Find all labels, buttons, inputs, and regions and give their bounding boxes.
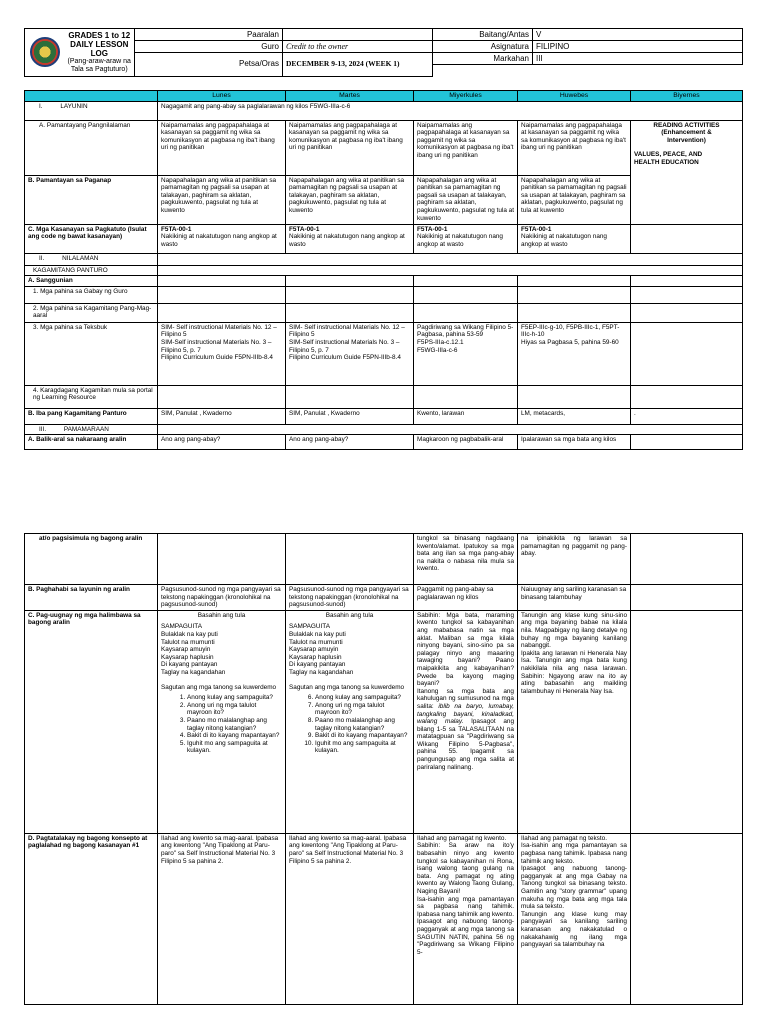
day-martes: Martes [286,91,414,102]
day-header-row [25,91,743,102]
lr-miyerkules [414,385,518,408]
lr-martes [286,385,414,408]
kagamitang-panturo-value [158,265,743,276]
document-page-1 [0,0,768,495]
question-list-lunes: 1. Anong kulay ang sampaguita? 2. Anong uri ng mga talulot mayroon ito? 3. Paano mo malalanghap ang taglay nitong katangian? 4. Bakit di ito kayang mapantayan? 5. Iguhit mo ang sampaguita at kulayan. [161,694,282,755]
poem-sampaguita-2: SAMPAGUITA Bulaklak na kay puti Talulot na mumunti Kaysarap amuyin Kaysarap haplusin Di kayang pantayan Taglay na kagandahan [289,623,354,676]
header-spacer-2 [533,65,743,77]
row-pag-uugnay [25,610,743,833]
title-sub-2: Tala sa Pagtuturo) [70,65,128,73]
gabay-huwebes [518,286,631,303]
kagamitang-mag-aaral-label: 2. Mga pahina sa Kagamitang Pang-Mag-aaral [25,303,158,322]
paaralan-label: Paaralan [135,29,283,41]
row-layunin [25,101,743,120]
gabay-biyernes [631,286,743,303]
row-nilalaman [25,253,743,265]
sanggunian-martes [286,276,414,287]
question-list-martes: 6. Anong kulay ang sampaguita? 7. Anong uri ng mga talulot mayroon ito? 8. Paano mo malalanghap ang taglay nitong katangian? 9. Bakit di ito kayang mapantayan? 10. Iguhit mo ang sampaguita at kulayan. [289,694,410,755]
sagutan-label-2: Sagutan ang mga tanong sa kuwerdemo [289,683,405,691]
gabay-miyerkules [414,286,518,303]
row-paghahabi [25,585,743,611]
km-miyerkules [414,303,518,322]
teksbuk-huwebes: F5EP-IIIc-g-10, F5PB-IIIc-1, F5PT-IIIc-h-10 Hiyas sa Pagbasa 5, pahina 59-60 [518,322,631,385]
pag-uugnay-lunes [158,610,286,833]
kasanayan-label: C. Mga Kasanayan sa Pagkatuto (Isulat ang code ng bawat kasanayan) [25,224,158,253]
row-iba-pang-kagamitan [25,408,743,424]
pag-uugnay-biyernes [631,610,743,833]
row-kagamitang-mag-aaral [25,303,743,322]
paghahabi-huwebes: Naiuugnay ang sariling karanasan sa binasang talambuhay [518,585,631,611]
lr-biyernes [631,385,743,408]
teksbuk-biyernes [631,322,743,385]
pagtatalakay-miyerkules: Ilahad ang pamagat ng kwento. Sabihin: Sa araw na ito'y babasahin ninyo ang kwento tungkol sa kabayanihan ni Rona, isang walong taong gulang na bata. Ang pamagat ng ating kwento ay Walong Taong Gulang, Naging Bayani! Isa-isahin ang mga pamantayan sa pagbasa nang tahimik. Ipabasa nang tahimik ang kwento. Ipasagot ang nabuong tanong-pagganyak at ang mga tanong sa SAGUTIN NATIN, pahina 56 ng "Pagdiriwang sa Wikang Filipino 5- [414,833,518,1004]
balik-martes: Ano ang pang-abay? [286,435,414,450]
day-huwebes: Huwebes [518,91,631,102]
pp-lunes: Napapahalagan ang wika at panitikan sa pamamagitan ng pagsali sa usapan at talakayan, paghiram sa aklatan, pagkukuwento, pagsulat ng tula at kuwento [158,175,286,224]
row-kasanayan [25,224,743,253]
gabay-guro-label: 1. Mga pahina sa Gabay ng Guro [25,286,158,303]
paghahabi-miyerkules: Paggamit ng pang-abay sa paglalarawan ng kilos [414,585,518,611]
layunin-label: I. LAYUNIN [25,101,158,120]
row-gabay-guro [25,286,743,303]
markahan-value: III [533,53,743,65]
row-balik-aral-cont [25,534,743,585]
poem-sampaguita: SAMPAGUITA Bulaklak na kay puti Talulot na mumunti Kaysarap amuyin Kaysarap haplusin Di kayang pantayan Taglay na kagandahan [161,623,226,676]
iba-martes: SIM, Panulat , Kwaderno [286,408,414,424]
row-pagtatalakay [25,833,743,1004]
kasanayan-biyernes [631,224,743,253]
pamamaraan-value [158,424,743,435]
petsa-label: Petsa/Oras [135,53,283,77]
log-title [65,29,135,77]
document-page-2 [0,495,768,1024]
gabay-martes [286,286,414,303]
teksbuk-martes: SIM- Self instructional Materials No. 12 – Filipino 5 SIM-Self instructional Materials No. 3 – Filipino 5, p. 7 Filipino Curriculum Guide F5PN-IIIb-8.4 [286,322,414,385]
pp-huwebes: Napapahalagan ang wika at panitikan sa pamamagitan ng pagsali sa usapan at talakayan, paghiram sa aklatan, pagkukuwento, pagsulat ng tula at kuwento [518,175,631,224]
deped-logo-cell [25,29,65,77]
ppn-lunes: Naipamamalas ang pagpapahalaga at kasanayan sa paggamit ng wika sa komunikasyon at pagbasa ng iba't ibang uri ng panitikan [158,120,286,175]
paghahabi-label: B. Paghahabi sa layunin ng aralin [25,585,158,611]
ppn-martes: Naipamamalas ang pagpapahalaga at kasanayan sa paggamit ng wika sa komunikasyon at pagbasa ng iba't ibang uri ng panitikan [286,120,414,175]
guro-value: Credit to the owner [283,41,433,53]
paghahabi-lunes: Pagsusunod-sunod ng mga pangyayari sa tekstong napakinggan (kronolohikal na pagsusunod-sunod) [158,585,286,611]
iba-biyernes: . [631,408,743,424]
lesson-table-page-1 [24,90,743,450]
balik-huwebes: Ipalarawan sa mga bata ang kilos [518,435,631,450]
baitang-label: Baitang/Antas [433,29,533,41]
pp-miyerkules: Napapahalagan ang wika at panitikan sa pamamagitan ng pagsali sa usapan at talakayan, paghiram sa aklatan, pagkukuwento, pagsulat ng tula at kuwento [414,175,518,224]
kagamitang-panturo-label: KAGAMITANG PANTURO [25,265,158,276]
pagtatalakay-martes: Ilahad ang kwento sa mag-aaral. Ipabasa ang kwentong "Ang Tipaklong at Paru-paro" sa Self Instructional Material No. 3 Filipino 5 sa pahina 2. [286,833,414,1004]
basahin-label-2: Basahin ang tula [325,611,374,619]
kasanayan-lunes: F5TA-00-1 Nakikinig at nakatutugon nang angkop at wasto [158,224,286,253]
title-line-2: DAILY LESSON LOG [70,39,129,58]
km-biyernes [631,303,743,322]
paaralan-value [283,29,433,41]
balik-miyerkules: Magkaroon ng pagbabalik-aral [414,435,518,450]
pagtatalakay-biyernes [631,833,743,1004]
title-sub-1: (Pang-araw-araw na [67,57,131,65]
iba-lunes: SIM, Panulat , Kwaderno [158,408,286,424]
lesson-table-page-2 [24,533,743,1005]
pagtatalakay-lunes: Ilahad ang kwento sa mag-aaral. Ipabasa ang kwentong "Ang Tipaklong at Paru-paro" sa Self Instructional Material No. 3 Filipino 5 sa pahina 2. [158,833,286,1004]
title-line-1: GRADES 1 to 12 [68,30,131,40]
row-sanggunian [25,276,743,287]
balik-cont-lunes [158,534,286,585]
basahin-label: Basahin ang tula [197,611,246,619]
row-balik-aral [25,435,743,450]
sanggunian-biyernes [631,276,743,287]
km-lunes [158,303,286,322]
balik-cont-miyerkules: tungkol sa binasang nagdaang kwento/alamat. Ipatukoy sa mga bata ang ilan sa mga pang-abay na nakita o nabasa nila mula sa kwento. [414,534,518,585]
pagtatalakay-huwebes: Ilahad ang pamagat ng teksto. Isa-isahin ang mga pamantayan sa pagbasa nang tahimik. Ipabasa nang tahimik ang teksto. Ipasagot ang nabuong tanong-pagganyak at ang mga Gabay na Tanong tungkol sa binasang teksto. Gamitin ang "story grammar" upang makuha ng mga bata ang mga tala mula sa teksto. Tanungin ang klase kung may pangyayari sa kanilang sariling karanasan ang nakakatulad o nakakahawig ng ilang mga pangyayari sa talambuhay na [518,833,631,1004]
pamantayang-pangnilalaman-label: A. Pamantayang Pangnilalaman [25,120,158,175]
balik-aral-label: A. Balik-aral sa nakaraang aralin [25,435,158,450]
iba-huwebes: LM, metacards, [518,408,631,424]
teksbuk-label: 3. Mga pahina sa Teksbuk [25,322,158,385]
guro-label: Guro [135,41,283,53]
asignatura-value: FILIPINO [533,41,743,53]
gabay-lunes [158,286,286,303]
pamamaraan-label: III. PAMAMARAAN [25,424,158,435]
pamantayan-pagganap-label: B. Pamantayan sa Paganap [25,175,158,224]
km-huwebes [518,303,631,322]
markahan-label: Markahan [433,53,533,65]
biyernes-reading-activities: READING ACTIVITIES (Enhancement & Intervention) VALUES, PEACE, AND HEALTH EDUCATION [631,120,743,224]
pag-uugnay-label: C. Pag-uugnay ng mga halimbawa sa bagong aralin [25,610,158,833]
nilalaman-value [158,253,743,265]
row-learning-resource [25,385,743,408]
layunin-value: Nagagamit ang pang-abay sa paglalarawan ng kilos F5WG-IIIa-c-6 [158,101,743,120]
deped-seal-icon [30,37,60,67]
kasanayan-huwebes: F5TA-00-1 Nakikinig at nakatutugon nang angkop at wasto [518,224,631,253]
kasanayan-martes: F5TA-00-1 Nakikinig at nakatutugon nang angkop at wasto [286,224,414,253]
balik-aral-label-cont: at/o pagsisimula ng bagong aralin [25,534,158,585]
iba-miyerkules: Kwento, larawan [414,408,518,424]
row-teksbuk [25,322,743,385]
pag-uugnay-huwebes: Tanungin ang klase kung sinu-sino ang mga bayaning babae na kilala nila. Magpabigay ng ilang detalye ng buhay ng mga bayaning kanilang nabanggit. Ipakita ang larawan ni Henerala Nay Isa. Tanungin ang mga bata kung nakikilala nila ang nasa larawan. Sabihin: Ngayong araw na ito ay ating babasahin ang maikling talambuhay ni Henerala Nay Isa. [518,610,631,833]
balik-cont-martes [286,534,414,585]
kasanayan-miyerkules: F5TA-00-1 Nakikinig at nakatutugon nang angkop at wasto [414,224,518,253]
day-lunes: Lunes [158,91,286,102]
balik-cont-huwebes: na ipinakikita ng larawan sa pamamagitan ng paggamit ng pang-abay. [518,534,631,585]
sagutan-label: Sagutan ang mga tanong sa kuwerdemo [161,683,277,691]
sanggunian-lunes [158,276,286,287]
pp-martes: Napapahalagan ang wika at panitikan sa pamamagitan ng pagsali sa usapan at talakayan, paghiram sa aklatan, pagkukuwento, pagsulat ng tula at kuwento [286,175,414,224]
nilalaman-label: II. NILALAMAN [25,253,158,265]
row-pamamaraan [25,424,743,435]
lr-lunes [158,385,286,408]
balik-biyernes [631,435,743,450]
ppn-miyerkules: Naipamamalas ang pagpapahalaga at kasanayan sa paggamit ng wika sa komunikasyon at pagbasa ng iba't ibang uri ng panitikan [414,120,518,175]
pag-uugnay-miyerkules: Sabihin: Mga bata, maraming kwento tungkol sa kabayanihan ang mababasa natin sa mga aklat. Maliban sa mga kilala ninyong bayani, sino-sino pa sa palagay ninyo ang maaaring tawaging bayani? Paano maipakikita ang kabayanihan? Pwede ba kayong maging bayani? Itanong sa mga bata ang kahulugan ng sumusunod na mga salita: iblib na baryo, lumabay, tangkaling bayani, kinaladkad, walang malay. Ipasagot ang bilang 1-5 sa TALASALITAAN na matatagpuan sa "Pagdiriwang sa Wikang Filipino 5-Pagbasa", pahina 55. Ipagamit sa pangungusap ang mga salita at pariralang nalinang. [414,610,518,833]
pagtatalakay-label: D. Pagtatalakay ng bagong konsepto at paglalahad ng bagong kasanayan #1 [25,833,158,1004]
day-biyernes: Biyernes [631,91,743,102]
row-kagamitang-panturo [25,265,743,276]
header-spacer [433,65,533,77]
balik-cont-biyernes [631,534,743,585]
sanggunian-miyerkules [414,276,518,287]
day-miyerkules: Miyerkules [414,91,518,102]
asignatura-label: Asignatura [433,41,533,53]
teksbuk-lunes: SIM- Self instructional Materials No. 12 – Filipino 5 SIM-Self instructional Materials No. 3 – Filipino 5, p. 7 Filipino Curriculum Guide F5PN-IIIb-8.4 [158,322,286,385]
teksbuk-miyerkules: Pagdiriwang sa Wikang Filipino 5-Pagbasa, pahina 53-59 F5PS-IIIa-c.12.1 F5WG-IIIa-c-6 [414,322,518,385]
day-header-empty [25,91,158,102]
lr-huwebes [518,385,631,408]
sanggunian-label: A. Sanggunian [25,276,158,287]
ppn-huwebes: Naipamamalas ang pagpapahalaga at kasanayan sa paggamit ng wika sa komunikasyon at pagbasa ng iba't ibang uri ng panitikan [518,120,631,175]
paghahabi-martes: Pagsusunod-sunod ng mga pangyayari sa tekstong napakinggan (kronolohikal na pagsusunod-sunod) [286,585,414,611]
balik-lunes: Ano ang pang-abay? [158,435,286,450]
petsa-value: DECEMBER 9-13, 2024 (WEEK 1) [283,53,433,77]
row-pamantayang-pangnilalaman [25,120,743,175]
learning-resource-label: 4. Karagdagang Kagamitan mula sa portal ng Learning Resource [25,385,158,408]
pag-uugnay-martes [286,610,414,833]
paghahabi-biyernes [631,585,743,611]
baitang-value: V [533,29,743,41]
sanggunian-huwebes [518,276,631,287]
iba-pang-kagamitan-label: B. Iba pang Kagamitang Panturo [25,408,158,424]
header-table [24,28,743,77]
km-martes [286,303,414,322]
